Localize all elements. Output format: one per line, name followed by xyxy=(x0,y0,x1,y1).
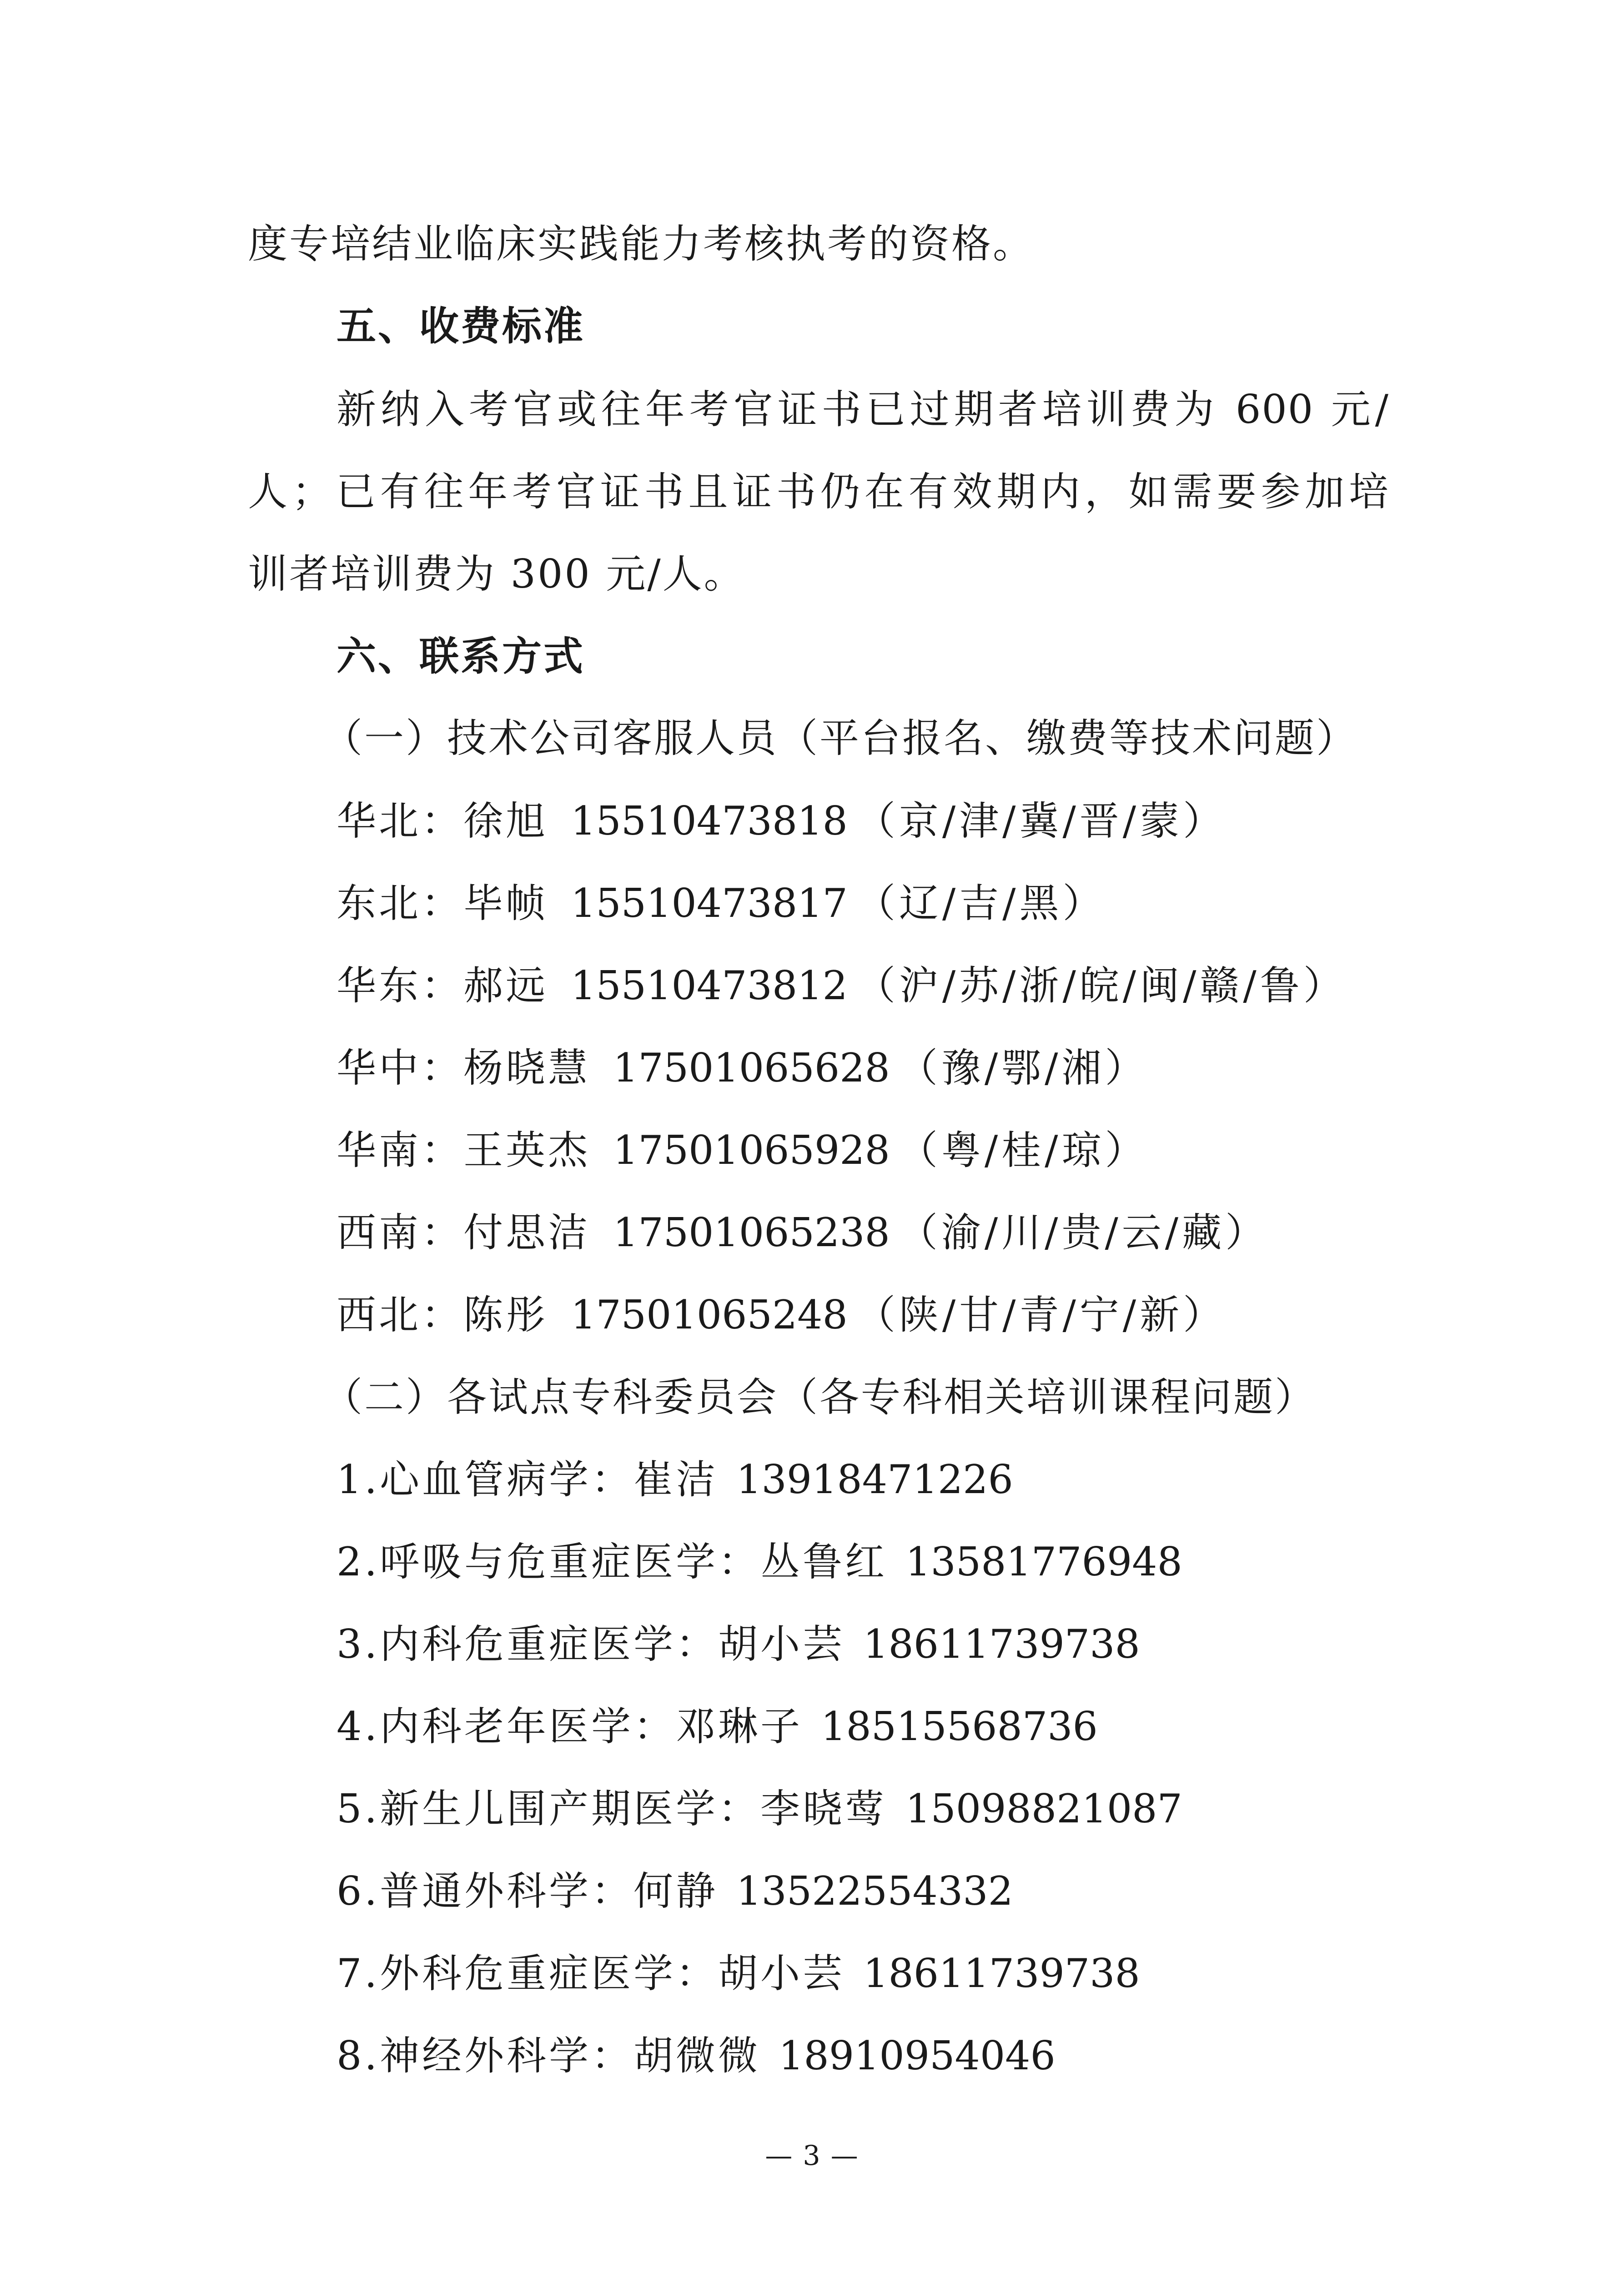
support-contact-label: 西北：陈彤 xyxy=(337,1292,548,1338)
support-contact-regions: （沪/苏/浙/皖/闽/赣/鲁） xyxy=(855,962,1347,1009)
support-contact-regions: （渝/川/贵/云/藏） xyxy=(898,1209,1269,1256)
section-heading-fees: 五、收费标准 xyxy=(337,303,585,349)
support-contact-regions: （京/津/冀/晋/蒙） xyxy=(855,798,1227,844)
support-contact-phone: 17501065628 xyxy=(613,1045,890,1091)
specialty-contact-phone: 13918471226 xyxy=(736,1456,1013,1503)
support-contact-label: 华北：徐旭 xyxy=(337,798,548,844)
specialty-contact-label: 8.神经外科学：胡微微 xyxy=(337,2033,761,2079)
support-contact-row xyxy=(337,1043,1148,1093)
support-contact-label: 东北：毕帧 xyxy=(337,880,548,926)
support-contact-row xyxy=(337,961,1347,1011)
support-contact-label: 华中：杨晓慧 xyxy=(337,1045,590,1091)
support-contact-phone: 15510473817 xyxy=(571,880,848,926)
specialty-contact-phone: 13522554332 xyxy=(736,1868,1013,1914)
subsection-heading-committee: （二）各试点专科委员会（各专科相关培训课程问题） xyxy=(323,1374,1316,1420)
specialty-contact-phone: 18515568736 xyxy=(821,1703,1098,1750)
specialty-contact-row xyxy=(337,1784,1182,1834)
specialty-contact-label: 1.心血管病学：崔洁 xyxy=(337,1456,719,1503)
specialty-contact-label: 5.新生儿围产期医学：李晓莺 xyxy=(337,1786,888,1832)
support-contact-phone: 15510473812 xyxy=(571,962,848,1009)
support-contact-regions: （辽/吉/黑） xyxy=(855,880,1106,926)
support-contact-row xyxy=(337,796,1226,846)
paragraph-fees-line-2: 人；已有往年考官证书且证书仍在有效期内，如需要参加培 xyxy=(248,468,1389,515)
specialty-contact-row xyxy=(337,2031,1056,2081)
specialty-contact-label: 6.普通外科学：何静 xyxy=(337,1868,719,1914)
support-contact-row xyxy=(337,1207,1268,1258)
paragraph-fees-line-3: 训者培训费为 300 元/人。 xyxy=(248,551,745,597)
specialty-contact-phone: 13581776948 xyxy=(905,1539,1182,1585)
support-contact-label: 西南：付思洁 xyxy=(337,1209,590,1256)
specialty-contact-row xyxy=(337,1866,1013,1916)
specialty-contact-label: 2.呼吸与危重症医学：丛鲁红 xyxy=(337,1539,888,1585)
support-contact-phone: 15510473818 xyxy=(571,798,848,844)
support-contact-phone: 17501065928 xyxy=(613,1127,890,1173)
page-number: — 3 — xyxy=(765,2140,859,2172)
section-heading-contact: 六、联系方式 xyxy=(337,633,585,679)
specialty-contact-row xyxy=(337,1537,1182,1587)
support-contact-regions: （陕/甘/青/宁/新） xyxy=(855,1292,1227,1338)
specialty-contact-label: 4.内科老年医学：邓琳子 xyxy=(337,1703,803,1750)
support-contact-row xyxy=(337,1290,1226,1340)
specialty-contact-phone: 15098821087 xyxy=(905,1786,1182,1832)
support-contact-label: 华南：王英杰 xyxy=(337,1127,590,1173)
support-contact-row xyxy=(337,878,1106,928)
support-contact-regions: （豫/鄂/湘） xyxy=(898,1045,1148,1091)
specialty-contact-row xyxy=(337,1701,1098,1751)
subsection-heading-support: （一）技术公司客服人员（平台报名、缴费等技术问题） xyxy=(323,715,1358,761)
specialty-contact-row xyxy=(337,1948,1140,1998)
support-contact-phone: 17501065238 xyxy=(613,1209,890,1256)
specialty-contact-label: 3.内科危重症医学：胡小芸 xyxy=(337,1621,845,1667)
support-contact-regions: （粤/桂/琼） xyxy=(898,1127,1148,1173)
support-contact-phone: 17501065248 xyxy=(571,1292,848,1338)
specialty-contact-phone: 18611739738 xyxy=(863,1950,1140,1997)
specialty-contact-phone: 18910954046 xyxy=(779,2033,1056,2079)
specialty-contact-row xyxy=(337,1454,1013,1504)
specialty-contact-label: 7.外科危重症医学：胡小芸 xyxy=(337,1950,845,1997)
specialty-contact-phone: 18611739738 xyxy=(863,1621,1140,1667)
support-contact-label: 华东：郝远 xyxy=(337,962,548,1009)
support-contact-row xyxy=(337,1125,1148,1175)
paragraph-fees-line-1: 新纳入考官或往年考官证书已过期者培训费为 600 元/ xyxy=(337,386,1389,433)
paragraph-qualification-tail: 度专培结业临床实践能力考核执考的资格。 xyxy=(248,221,1034,267)
specialty-contact-row xyxy=(337,1619,1140,1669)
